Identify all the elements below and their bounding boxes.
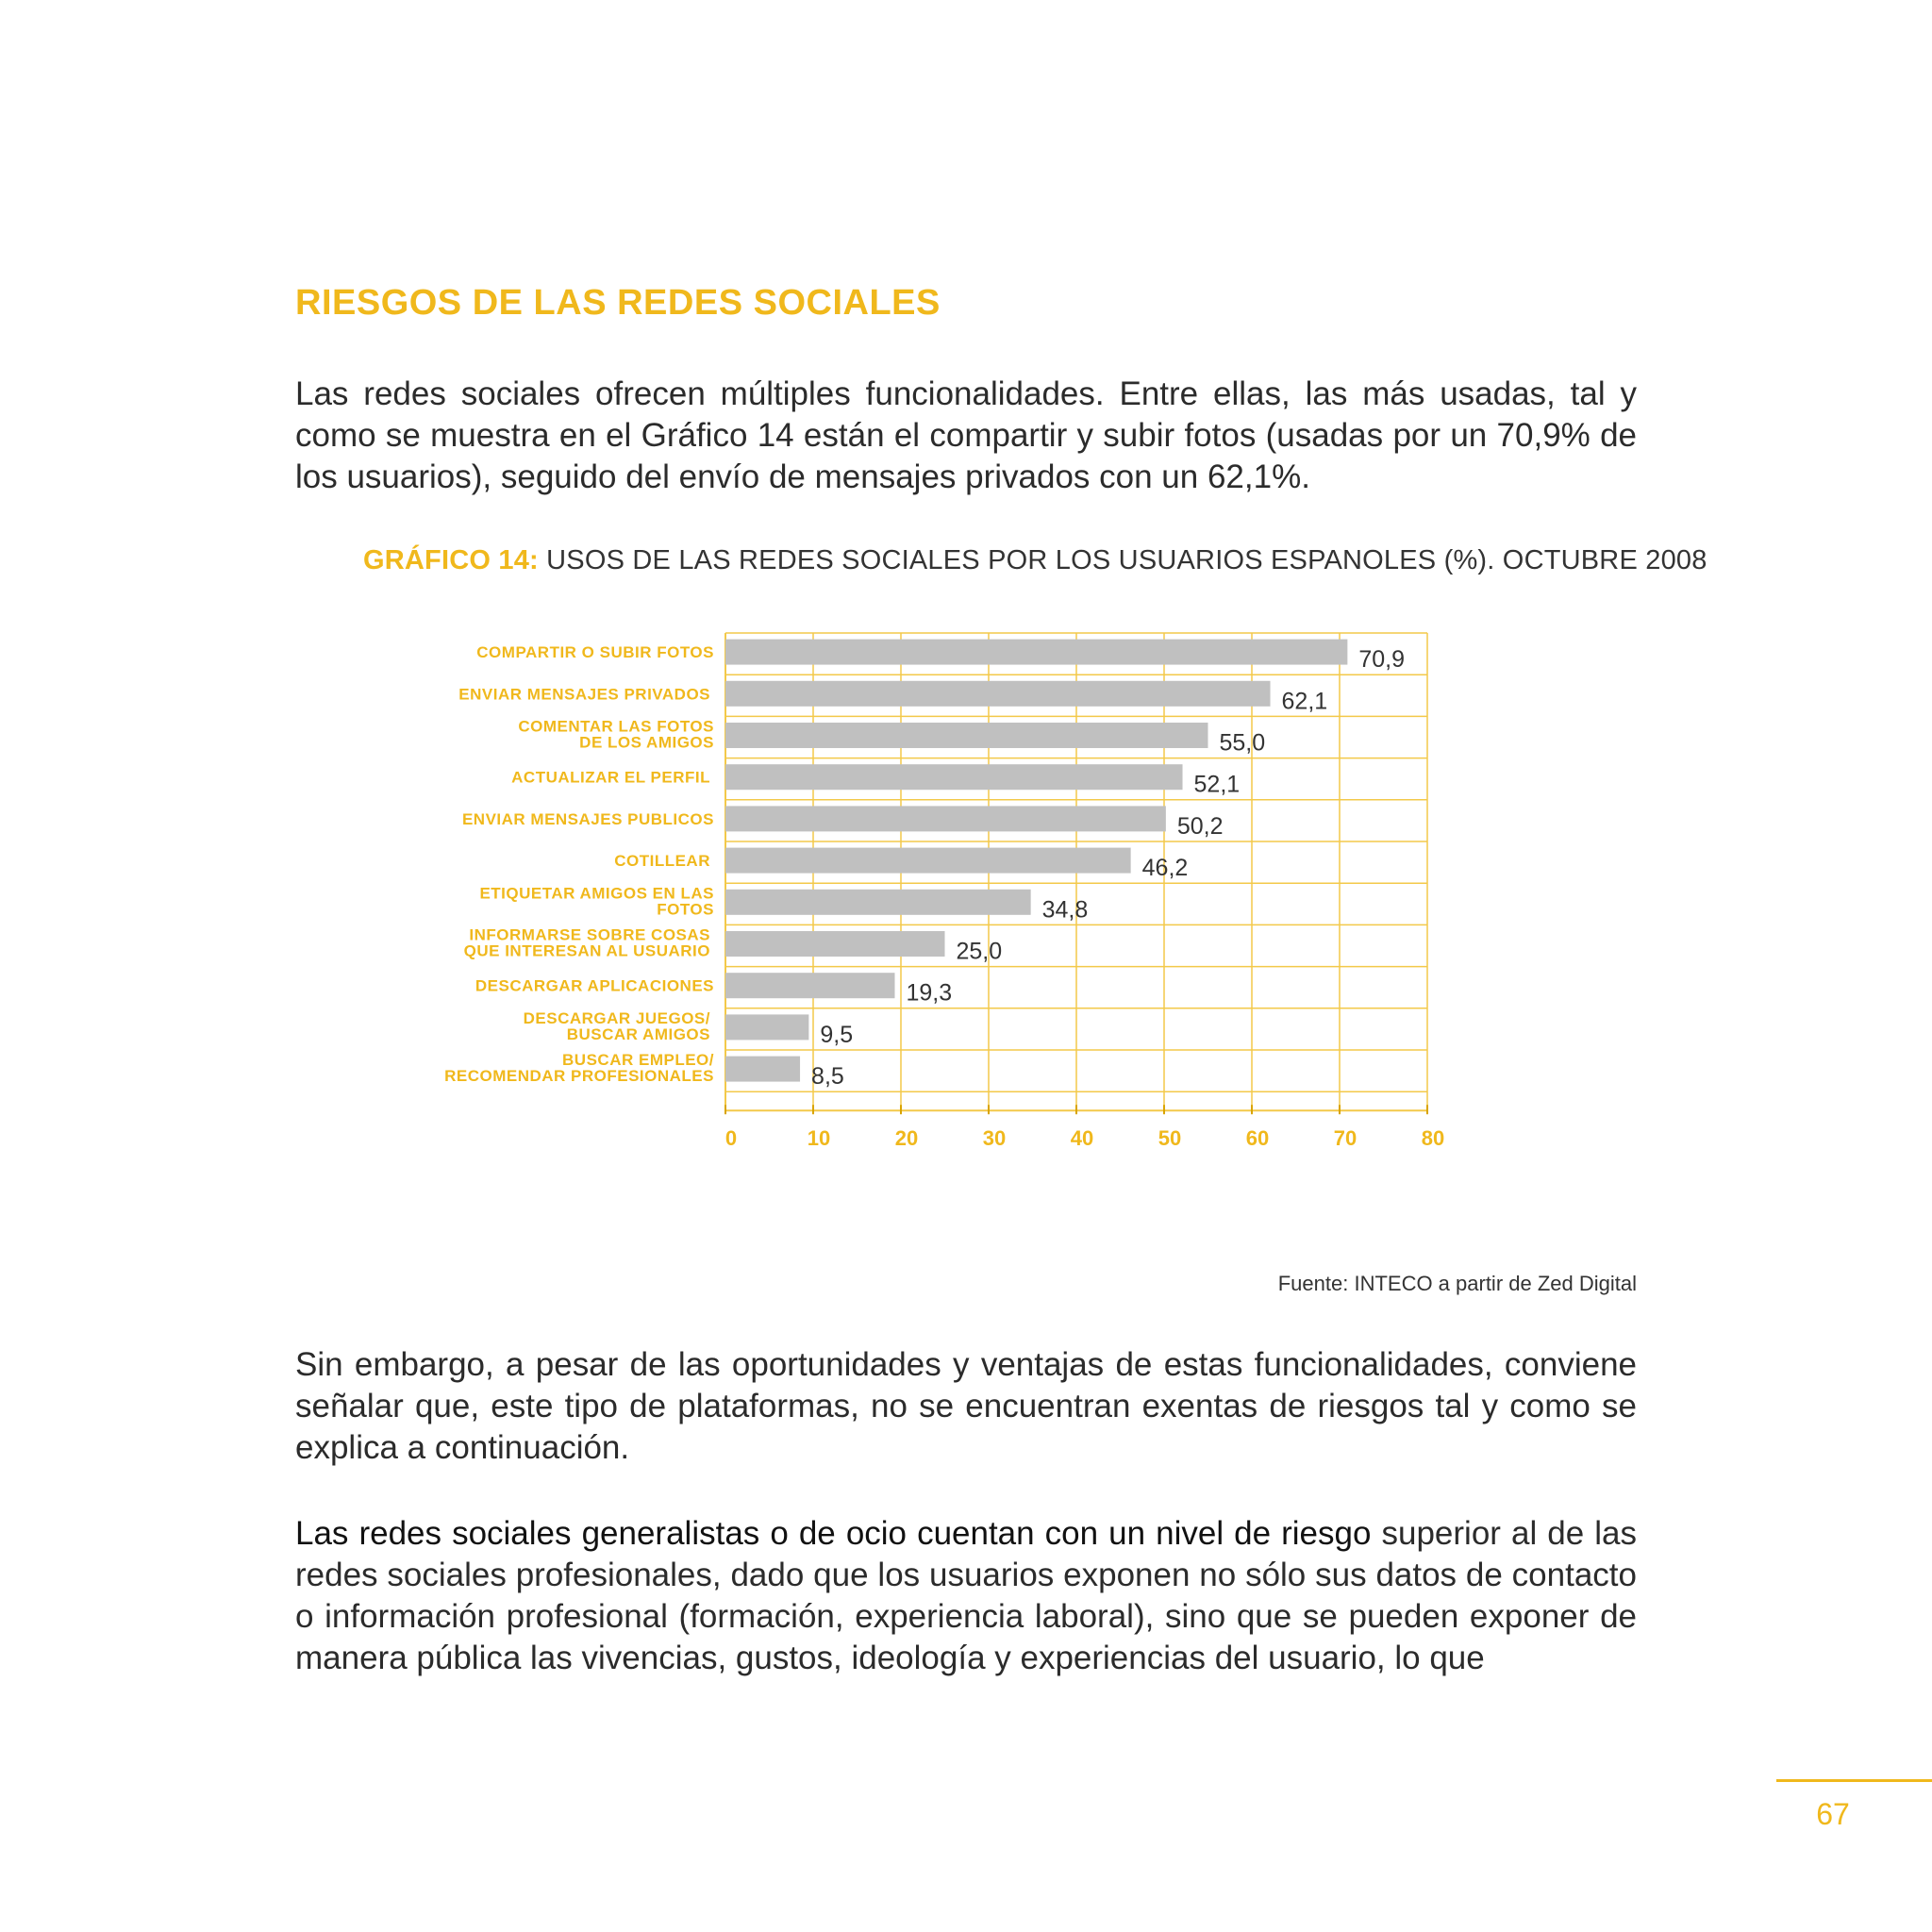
chart-source: Fuente: INTECO a partir de Zed Digital bbox=[1277, 1272, 1637, 1295]
category-label: DE LOS AMIGOS bbox=[579, 733, 714, 752]
category-label: ENVIAR MENSAJES PRIVADOS bbox=[458, 685, 710, 704]
page-number-rule bbox=[1776, 1779, 1932, 1782]
section-heading: RIESGOS DE LAS REDES SOCIALES bbox=[295, 283, 941, 323]
page-number: 67 bbox=[1816, 1797, 1850, 1831]
bar bbox=[725, 890, 1031, 915]
category-label: FOTOS bbox=[657, 900, 714, 919]
category-label: COMPARTIR O SUBIR FOTOS bbox=[476, 643, 714, 662]
x-tick-label: 50 bbox=[1158, 1126, 1182, 1151]
intro-paragraph: Las redes sociales ofrecen múltiples funcionalidades. Entre ellas, las más usadas, tal y como se muestra en el Gráfico 14 están el compartir y subir fotos (usadas por un 70,9% de los usuarios), seguido del envío de mensajes privados con un 62,1%. bbox=[295, 375, 1637, 495]
bar-value-label: 50,2 bbox=[1176, 812, 1224, 840]
bar bbox=[725, 723, 1208, 748]
bar bbox=[725, 1014, 808, 1040]
category-label: ENVIAR MENSAJES PUBLICOS bbox=[461, 809, 714, 828]
bar-value-label: 46,2 bbox=[1141, 855, 1189, 882]
category-label: COMENTAR LAS FOTOS bbox=[518, 717, 714, 736]
category-label: ACTUALIZAR EL PERFIL bbox=[511, 768, 710, 787]
x-tick-label: 10 bbox=[807, 1126, 831, 1151]
category-label: BUSCAR EMPLEO/ bbox=[562, 1051, 714, 1070]
category-label: INFORMARSE SOBRE COSAS bbox=[469, 925, 710, 944]
emphasis-text: Las redes sociales generalistas o de ocio cuentan con un nivel de riesgo bbox=[295, 1515, 1372, 1552]
x-tick-label: 30 bbox=[982, 1126, 1007, 1151]
category-label: BUSCAR AMIGOS bbox=[566, 1024, 710, 1043]
paragraph-text: superior al de las redes sociales profesionales, dado que los usuarios exponen no sólo sus datos de contacto o información profesional (formación, experiencia laboral), sino que se pueden exponer de manera pública las vivencias, gustos, ideología y experiencias del usuario, lo que bbox=[295, 1515, 1637, 1676]
bar bbox=[725, 640, 1347, 665]
x-tick-label: 70 bbox=[1333, 1126, 1357, 1151]
bar bbox=[725, 848, 1131, 874]
category-label: RECOMENDAR PROFESIONALES bbox=[444, 1067, 714, 1086]
category-label: DESCARGAR JUEGOS/ bbox=[523, 1008, 710, 1027]
bar-value-label: 25,0 bbox=[956, 938, 1003, 965]
bar-value-label: 8,5 bbox=[811, 1063, 844, 1091]
bar-value-label: 19,3 bbox=[906, 979, 953, 1007]
bar bbox=[725, 764, 1183, 790]
body-paragraph-3 bbox=[295, 1513, 1637, 1679]
x-tick-label: 40 bbox=[1070, 1126, 1094, 1151]
bar bbox=[725, 806, 1166, 831]
bar-value-label: 34,8 bbox=[1041, 896, 1089, 924]
x-tick-label: 60 bbox=[1245, 1126, 1270, 1151]
x-tick-label: 20 bbox=[894, 1126, 919, 1151]
chart-caption-text: USOS DE LAS REDES SOCIALES POR LOS USUARIOS ESPANOLES (%). OCTUBRE 2008 bbox=[538, 545, 1707, 575]
chart-x-ticks bbox=[725, 1105, 1444, 1150]
category-label: COTILLEAR bbox=[614, 852, 710, 871]
bar-value-label: 52,1 bbox=[1193, 771, 1241, 798]
bar bbox=[725, 1057, 800, 1082]
chart-category-labels bbox=[444, 643, 714, 1085]
category-label: QUE INTERESAN AL USUARIO bbox=[463, 941, 710, 960]
x-tick-label: 0 bbox=[724, 1126, 738, 1151]
x-tick-label: 80 bbox=[1421, 1126, 1445, 1151]
chart-bars bbox=[725, 640, 1405, 1091]
bar bbox=[725, 973, 894, 998]
category-label: ETIQUETAR AMIGOS EN LAS bbox=[479, 884, 714, 903]
bar-value-label: 62,1 bbox=[1281, 688, 1328, 715]
chart-caption-label: GRÁFICO 14: bbox=[363, 545, 539, 575]
bar-value-label: 9,5 bbox=[820, 1021, 854, 1048]
bar-value-label: 70,9 bbox=[1358, 646, 1406, 674]
category-label: DESCARGAR APLICACIONES bbox=[475, 976, 714, 995]
bar-value-label: 55,0 bbox=[1219, 729, 1266, 757]
bar bbox=[725, 931, 945, 957]
body-paragraph-2: Sin embargo, a pesar de las oportunidades y ventajas de estas funcionalidades, conviene señalar que, este tipo de plataformas, no se encuentran exentas de riesgos tal y como se explica a continuación. bbox=[295, 1346, 1637, 1466]
bar bbox=[725, 681, 1271, 707]
